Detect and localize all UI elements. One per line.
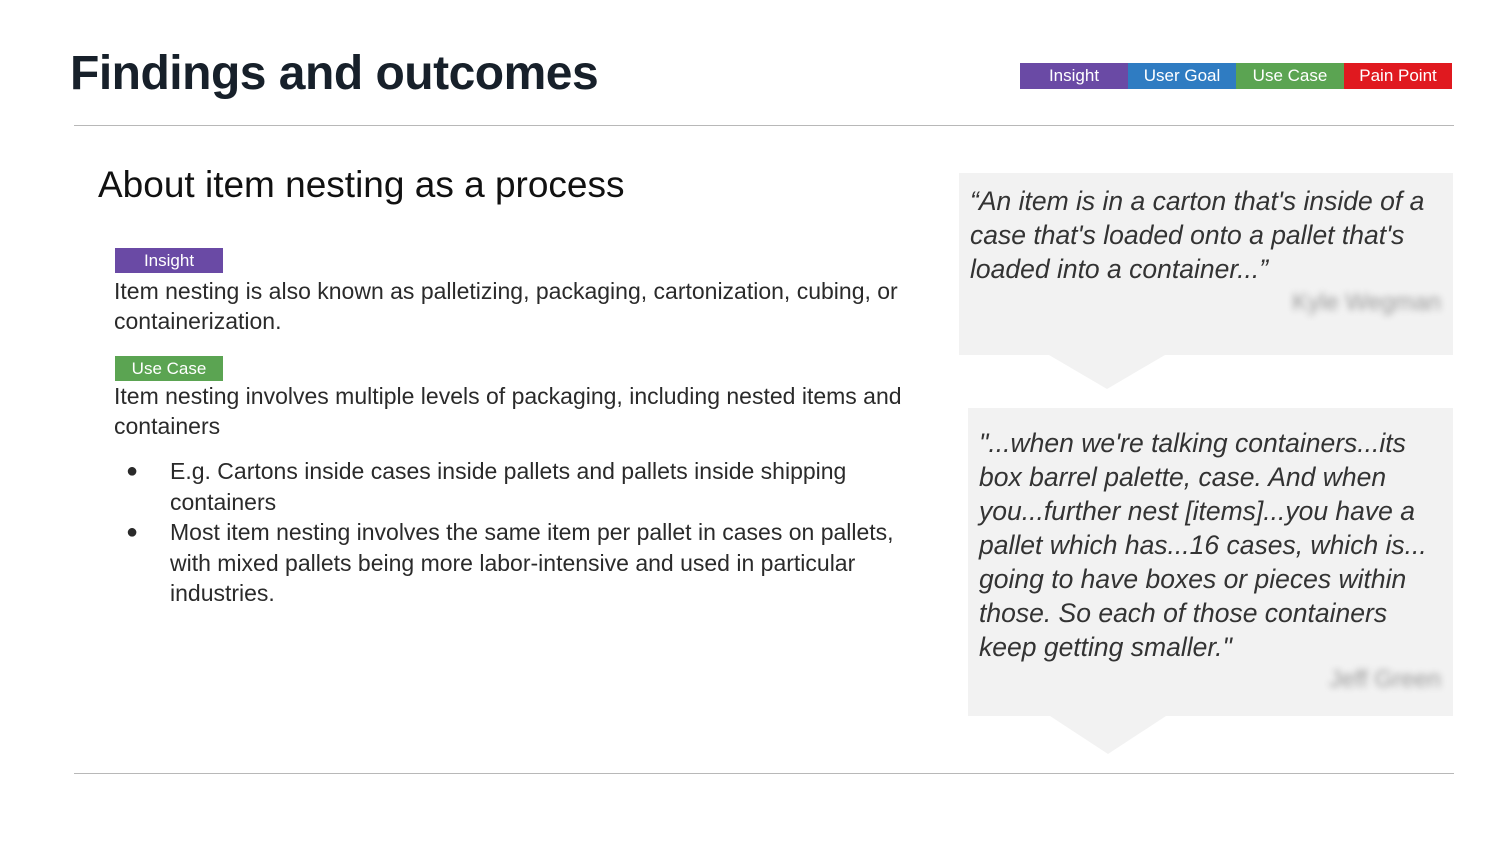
quote-text: “An item is in a carton that's inside of a case that's loaded onto a pallet that's loaded into a container...” — [970, 186, 1425, 284]
page-title: Findings and outcomes — [70, 47, 599, 100]
callout-pointer — [1049, 355, 1165, 389]
legend-user-goal: User Goal — [1128, 63, 1236, 89]
legend-pain-point: Pain Point — [1344, 63, 1452, 89]
category-legend — [1020, 63, 1452, 89]
bullet-text: Most item nesting involves the same item per pallet in cases on pallets, with mixed pallets being more labor-intensive and used in particular industries. — [170, 519, 894, 606]
bullet-icon: ● — [126, 521, 139, 543]
section-title: About item nesting as a process — [98, 164, 625, 205]
list-item — [126, 456, 916, 517]
quote-text: "...when we're talking containers...its box barrel palette, case. And when you...further nest [items]...you have a pallet which has...16 cases, which is... going to have boxes or pieces within those. So each of those containers keep getting smaller." — [979, 428, 1427, 662]
list-item — [126, 517, 916, 609]
insight-badge: Insight — [115, 248, 223, 273]
bullet-text: E.g. Cartons inside cases inside pallets and pallets inside shipping containers — [170, 458, 847, 515]
legend-insight: Insight — [1020, 63, 1128, 89]
use-case-bullet-list — [126, 456, 916, 609]
quote-callout-1 — [959, 173, 1453, 355]
callout-pointer — [1050, 716, 1166, 754]
use-case-badge: Use Case — [115, 356, 223, 381]
quote-attribution: Jeff Green — [1329, 666, 1441, 693]
quote-attribution: Kyle Wegman — [1292, 289, 1441, 316]
bullet-icon: ● — [126, 460, 139, 482]
legend-use-case: Use Case — [1236, 63, 1344, 89]
top-divider — [74, 125, 1454, 126]
quote-callout-2 — [968, 408, 1453, 716]
bottom-divider — [74, 773, 1454, 774]
use-case-text: Item nesting involves multiple levels of packaging, including nested items and containers — [114, 383, 902, 439]
insight-text: Item nesting is also known as palletizing, packaging, cartonization, cubing, or containerization. — [114, 278, 898, 334]
